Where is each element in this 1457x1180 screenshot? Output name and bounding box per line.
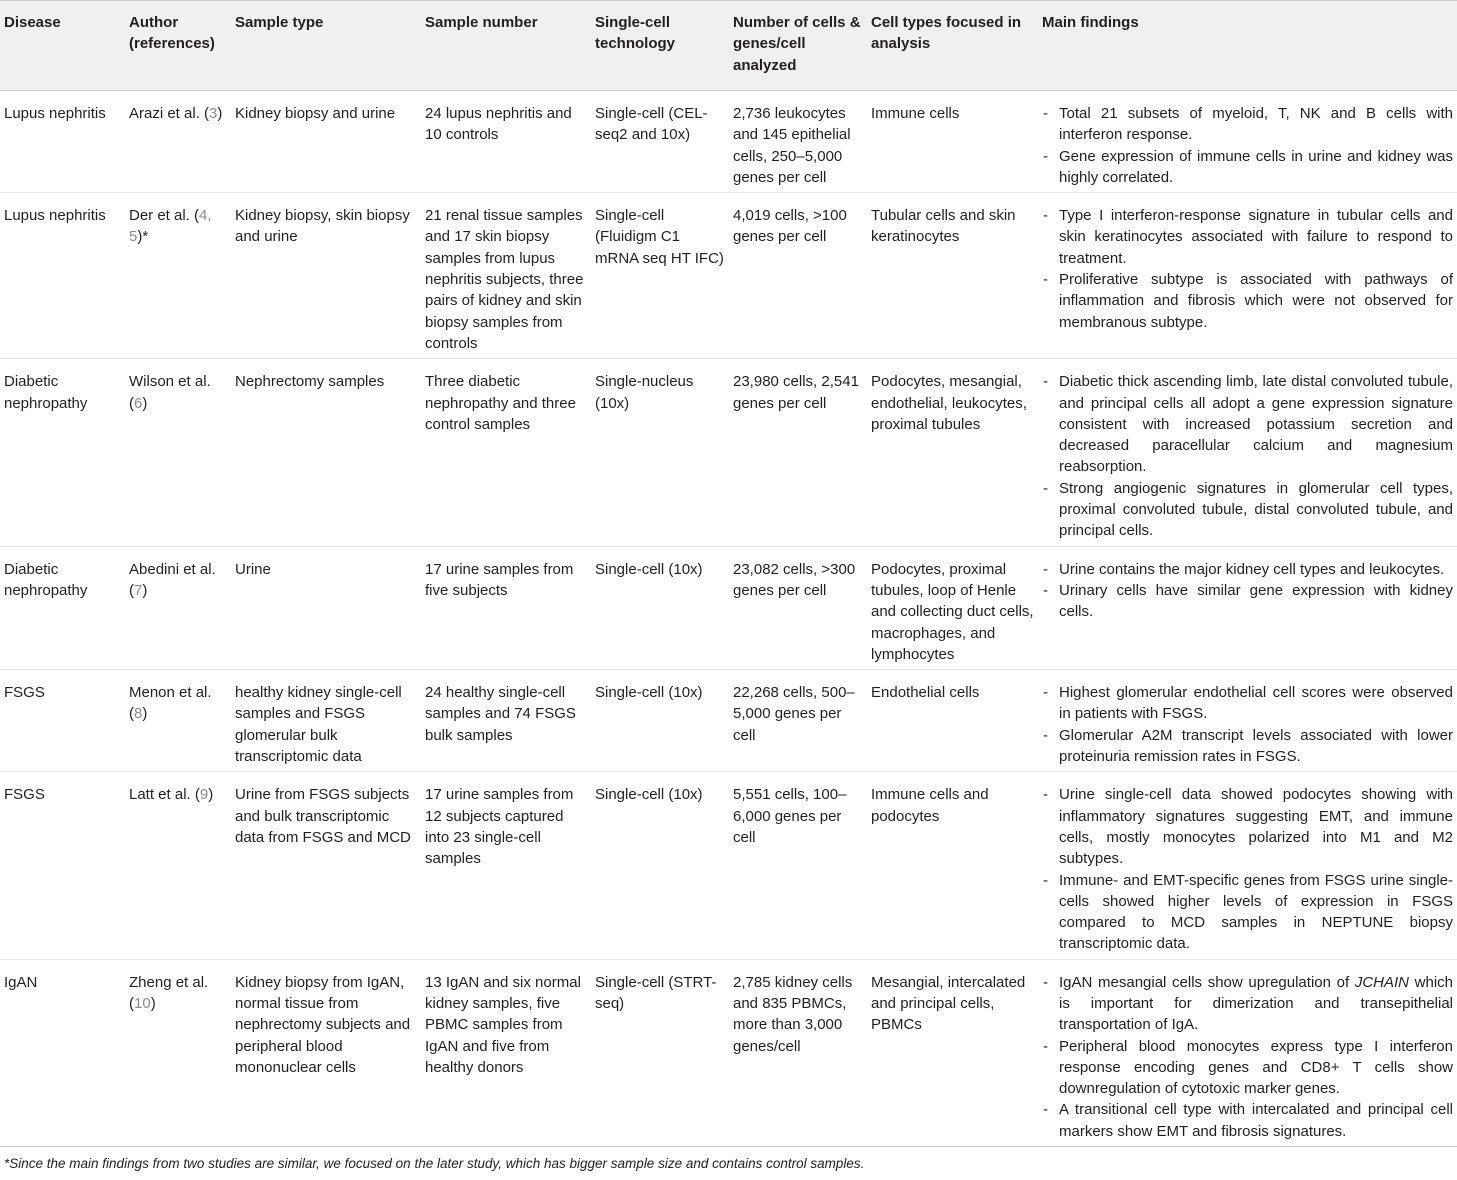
header-sample-type: Sample type <box>235 14 324 31</box>
cell-cell-types: Immune cells <box>871 105 960 122</box>
cell-author: Wilson et al. (6) <box>129 373 211 412</box>
finding-item: - Strong angiogenic signatures in glomerular cell types, proximal convoluted tubule, distal convoluted tubule, and principal cells. <box>1042 478 1453 542</box>
finding-item: - Diabetic thick ascending limb, late distal convoluted tubule, and principal cells all adopt a gene expression signature consistent with increased potassium secretion and decreased paracellular calcium and magnesium reabsorption. <box>1042 371 1453 477</box>
reference-link[interactable]: 9 <box>199 786 209 804</box>
cell-sample-number: Three diabetic nephropathy and three control samples <box>425 373 576 433</box>
cell-author: Arazi et al. (3) <box>129 105 223 122</box>
cell-cell-types: Podocytes, proximal tubules, loop of Henle and collecting duct cells, macrophages, and lymphocytes <box>871 560 1034 663</box>
cell-cells: 4,019 cells, >100 genes per cell <box>733 207 847 246</box>
cell-sample-number: 21 renal tissue samples and 17 skin biopsy samples from lupus nephritis subjects, three pairs of kidney and skin biopsy samples from controls <box>425 207 584 352</box>
cell-sample-number: 13 IgAN and six normal kidney samples, five PBMC samples from IgAN and five from healthy donors <box>425 973 581 1076</box>
cell-sample-number: 17 urine samples from five subjects <box>425 560 574 599</box>
table-footnote: *Since the main findings from two studies are similar, we focused on the later study, which has bigger sample size and contains control samples. <box>4 1156 865 1172</box>
cell-author: Zheng et al. (10) <box>129 973 209 1012</box>
finding-item: - Highest glomerular endothelial cell scores were observed in patients with FSGS. <box>1042 682 1453 725</box>
header-sample-number: Sample number <box>425 14 538 31</box>
finding-item: - Glomerular A2M transcript levels associated with lower proteinuria remission rates in FSGS. <box>1042 725 1453 768</box>
cell-cells: 23,980 cells, 2,541 genes per cell <box>733 373 859 412</box>
cell-sample-type: Nephrectomy samples <box>235 373 385 391</box>
header-disease: Disease <box>4 14 61 31</box>
reference-link[interactable]: 10 <box>134 994 151 1012</box>
cell-technology: Single-cell (STRT-seq) <box>595 973 717 1012</box>
cell-cells: 2,736 leukocytes and 145 epithelial cells, 250–5,000 genes per cell <box>733 105 851 186</box>
cell-technology: Single-cell (10x) <box>595 786 703 804</box>
cell-cells: 23,082 cells, >300 genes per cell <box>733 560 856 599</box>
table-row <box>0 359 1457 546</box>
header-cell-types: Cell types focused in analysis <box>871 14 1022 53</box>
table-row <box>0 546 1457 669</box>
cell-sample-type: Kidney biopsy from IgAN, normal tissue from nephrectomy subjects and peripheral blood mononuclear cells <box>235 973 411 1076</box>
cell-author: Latt et al. (9) <box>129 786 214 804</box>
table-row <box>0 91 1457 193</box>
cell-findings <box>1038 359 1457 546</box>
cell-technology: Single-nucleus (10x) <box>595 373 694 412</box>
finding-item: - Immune- and EMT-specific genes from FSGS urine single-cells showed higher levels of expression in FSGS compared to MCD samples in NEPTUNE biopsy transcriptomic data. <box>1042 870 1453 955</box>
table-row <box>0 959 1457 1146</box>
cell-author: Menon et al. (8) <box>129 684 212 723</box>
finding-item: - IgAN mesangial cells show upregulation of JCHAIN which is important for dimerization and transepithelial transportation of IgA. <box>1042 972 1453 1036</box>
cell-findings <box>1038 91 1457 193</box>
header-findings: Main findings <box>1042 14 1139 31</box>
cell-technology: Single-cell (CEL-seq2 and 10x) <box>595 105 708 144</box>
cell-findings <box>1038 959 1457 1146</box>
reference-link[interactable]: 4, 5 <box>129 207 212 246</box>
cell-sample-type: Kidney biopsy and urine <box>235 105 396 122</box>
cell-findings <box>1038 193 1457 359</box>
cell-sample-type: healthy kidney single-cell samples and FSGS glomerular bulk transcriptomic data <box>235 684 402 766</box>
cell-cell-types: Tubular cells and skin keratinocytes <box>871 207 1016 246</box>
cell-cell-types: Endothelial cells <box>871 684 980 702</box>
cell-author: Der et al. (4, 5)* <box>129 207 212 246</box>
cell-technology: Single-cell (10x) <box>595 560 703 578</box>
cell-sample-number: 24 lupus nephritis and 10 controls <box>425 105 572 144</box>
cell-disease: Diabetic nephropathy <box>4 373 88 412</box>
table-row <box>0 670 1457 772</box>
finding-item: - Urine single-cell data showed podocytes showing with inflammatory signatures suggesting EMT, and immune cells, mostly monocytes polarized into M1 and M2 subtypes. <box>1042 784 1453 869</box>
reference-link[interactable]: 6 <box>134 394 143 412</box>
cell-author: Abedini et al. (7) <box>129 560 216 599</box>
cell-sample-type: Kidney biopsy, skin biopsy and urine <box>235 207 410 246</box>
finding-item: - Total 21 subsets of myeloid, T, NK and B cells with interferon response. <box>1042 103 1453 146</box>
finding-item: - Urinary cells have similar gene expression with kidney cells. <box>1042 580 1453 623</box>
cell-sample-number: 17 urine samples from 12 subjects captured into 23 single-cell samples <box>425 786 574 868</box>
cell-cells: 22,268 cells, 500–5,000 genes per cell <box>733 684 855 744</box>
header-author: Author (references) <box>129 14 215 53</box>
table-row <box>0 772 1457 959</box>
cell-disease: FSGS <box>4 684 45 702</box>
finding-item: - Type I interferon-response signature in tubular cells and skin keratinocytes associated with failure to respond to treatment. <box>1042 205 1453 269</box>
cell-cell-types: Mesangial, intercalated and principal cells, PBMCs <box>871 973 1026 1034</box>
cell-findings <box>1038 670 1457 772</box>
finding-item: - Proliferative subtype is associated with pathways of inflammation and fibrosis which were not observed for membranous subtype. <box>1042 269 1453 333</box>
cell-technology: Single-cell (10x) <box>595 684 703 702</box>
cell-disease: FSGS <box>4 786 45 804</box>
reference-link[interactable]: 7 <box>134 581 143 599</box>
finding-item: - A transitional cell type with intercalated and principal cell markers show EMT and fibrosis signatures. <box>1042 1099 1453 1142</box>
cell-findings <box>1038 772 1457 959</box>
cell-disease: IgAN <box>4 973 38 991</box>
cell-findings <box>1038 546 1457 669</box>
cell-technology: Single-cell (Fluidigm C1 mRNA seq HT IFC) <box>595 207 724 267</box>
reference-link[interactable]: 8 <box>134 705 143 723</box>
finding-item: - Peripheral blood monocytes express type I interferon response encoding genes and CD8+ T cells show downregulation of cytotoxic marker genes. <box>1042 1036 1453 1100</box>
cell-cells: 2,785 kidney cells and 835 PBMCs, more than 3,000 genes/cell <box>733 973 853 1055</box>
header-technology: Single-cell technology <box>595 14 676 53</box>
table-row <box>0 193 1457 359</box>
cell-disease: Diabetic nephropathy <box>4 560 88 599</box>
cell-cell-types: Podocytes, mesangial, endothelial, leukocytes, proximal tubules <box>871 373 1027 433</box>
finding-item: - Gene expression of immune cells in urine and kidney was highly correlated. <box>1042 146 1453 189</box>
cell-sample-number: 24 healthy single-cell samples and 74 FSGS bulk samples <box>425 684 576 744</box>
cell-cell-types: Immune cells and podocytes <box>871 786 989 825</box>
gene-name: JCHAIN <box>1354 973 1409 991</box>
finding-item: - Urine contains the major kidney cell types and leukocytes. <box>1042 559 1453 580</box>
header-row <box>0 1 1457 91</box>
cell-disease: Lupus nephritis <box>4 105 106 122</box>
reference-link[interactable]: 3 <box>209 105 218 122</box>
cell-sample-type: Urine from FSGS subjects and bulk transcriptomic data from FSGS and MCD <box>235 786 411 846</box>
cell-disease: Lupus nephritis <box>4 207 106 225</box>
cell-sample-type: Urine <box>235 560 271 578</box>
header-cells: Number of cells & genes/cell analyzed <box>733 14 861 74</box>
cell-cells: 5,551 cells, 100–6,000 genes per cell <box>733 786 847 846</box>
